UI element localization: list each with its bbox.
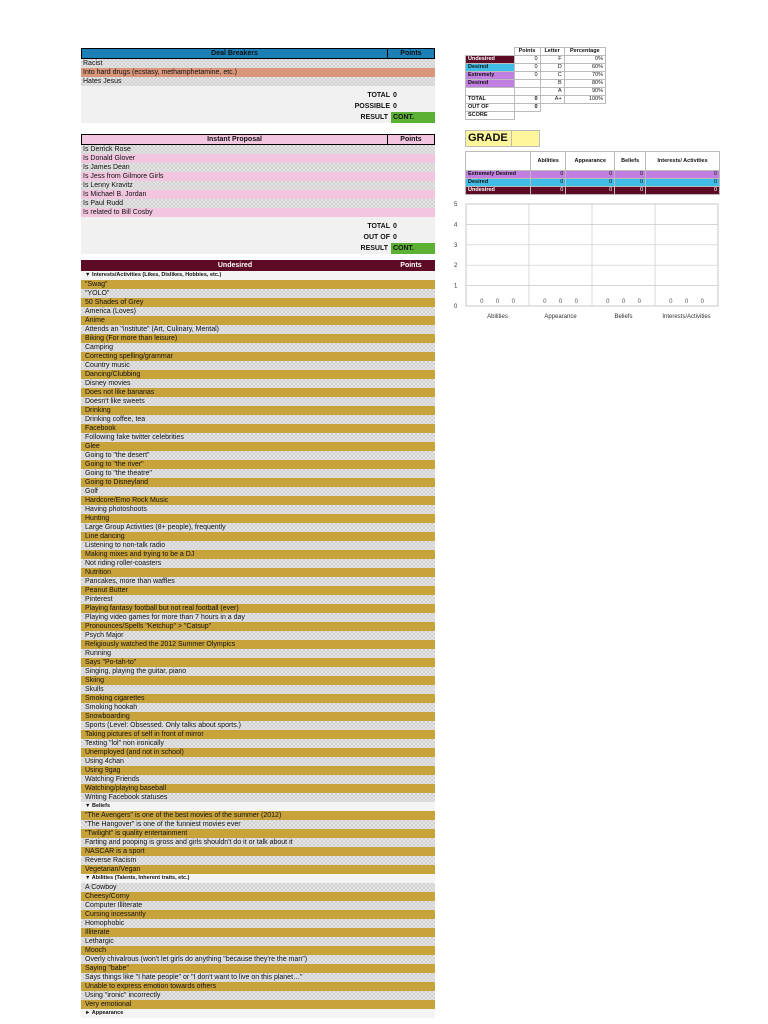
score-row: Desired B 80% — [466, 80, 606, 88]
result-value: CONT. — [391, 243, 435, 254]
total-value: 0 — [393, 223, 397, 230]
undesired-item[interactable]: Singing, playing the guitar, piano — [81, 667, 435, 676]
undesired-item[interactable]: Drinking coffee, tea — [81, 415, 435, 424]
interests-list — [81, 280, 435, 802]
undesired-item[interactable]: Going to "the desert" — [81, 451, 435, 460]
beliefs-section-header[interactable]: ▼ Beliefs — [81, 802, 435, 811]
undesired-item[interactable]: Making mixes and trying to be a DJ — [81, 550, 435, 559]
undesired-item[interactable]: Disney movies — [81, 379, 435, 388]
undesired-item[interactable]: Cursing incessantly — [81, 910, 435, 919]
undesired-item[interactable]: Having photoshoots — [81, 505, 435, 514]
category-bar-chart — [448, 196, 728, 324]
undesired-item[interactable]: "YOLO" — [81, 289, 435, 298]
result-row — [81, 243, 435, 254]
undesired-item[interactable]: Computer Illiterate — [81, 901, 435, 910]
undesired-item[interactable]: Using 9gag — [81, 766, 435, 775]
interests-section-header[interactable]: ▼ Interests/Activities (Likes, Dislikes, Hobbies, etc.) — [81, 271, 435, 280]
undesired-item[interactable]: Listening to non-talk radio — [81, 541, 435, 550]
proposal-item[interactable]: Is Paul Rudd — [81, 199, 435, 208]
x-tick-label: Interests/Activities — [662, 314, 711, 320]
undesired-item[interactable]: Facebook — [81, 424, 435, 433]
undesired-item[interactable]: Reverse Racism — [81, 856, 435, 865]
undesired-item[interactable]: Sports (Level: Obsessed. Only talks about sports.) — [81, 721, 435, 730]
undesired-item[interactable]: "The Hangover" is one of the funniest movies ever — [81, 820, 435, 829]
result-row — [81, 112, 435, 123]
undesired-item[interactable]: Country music — [81, 361, 435, 370]
undesired-item[interactable]: NASCAR is a sport — [81, 847, 435, 856]
proposal-item[interactable]: Is Donald Glover — [81, 154, 435, 163]
undesired-item[interactable]: Hardcore/Emo Rock Music — [81, 496, 435, 505]
undesired-item[interactable]: "The Avengers" is one of the best movies of the summer (2012) — [81, 811, 435, 820]
grade-value-cell — [511, 130, 540, 147]
data-label: 0 — [621, 299, 626, 305]
points-header: Points — [400, 50, 422, 57]
score-row: Extremely 0 C 70% — [466, 72, 606, 80]
undesired-item[interactable]: Smoking cigarettes — [81, 694, 435, 703]
undesired-item[interactable]: Texting "lol" non ironically — [81, 739, 435, 748]
undesired-item[interactable]: Psych Major — [81, 631, 435, 640]
undesired-item[interactable]: Using 4chan — [81, 757, 435, 766]
undesired-item[interactable]: Farting and pooping is gross and girls shouldn't do it or talk about it — [81, 838, 435, 847]
undesired-item[interactable]: Saying "babe" — [81, 964, 435, 973]
undesired-item[interactable]: Unable to express emotion towards others — [81, 982, 435, 991]
undesired-item[interactable]: Illiterate — [81, 928, 435, 937]
abilities-list — [81, 883, 435, 1009]
outof-row — [81, 232, 435, 243]
deal-breaker-item[interactable]: Racist — [81, 59, 435, 68]
undesired-item[interactable]: Pronounces/Spells "Ketchup" > "Catsup" — [81, 622, 435, 631]
instant-proposal-title: Instant Proposal — [82, 135, 388, 144]
undesired-item[interactable]: Biking (For more than leisure) — [81, 334, 435, 343]
undesired-item[interactable]: Attends an "institute" (Art, Culinary, Mental) — [81, 325, 435, 334]
undesired-item[interactable]: "Twilight" is quality entertainment — [81, 829, 435, 838]
undesired-item[interactable]: Says things like "I hate people" or "I don't want to live on this planet…" — [81, 973, 435, 982]
y-tick-label: 3 — [454, 242, 458, 249]
data-label: 0 — [700, 299, 704, 305]
undesired-header — [81, 260, 435, 271]
total-row — [81, 90, 435, 101]
data-label: 0 — [495, 299, 500, 305]
category-row-extremely-desired: Extremely Desired 0 0 0 0 — [466, 171, 720, 179]
x-tick-label: Beliefs — [614, 314, 633, 320]
undesired-item[interactable]: Camping — [81, 343, 435, 352]
y-tick-label: 0 — [454, 304, 458, 310]
undesired-item[interactable]: Does not like bananas — [81, 388, 435, 397]
undesired-item[interactable]: Taking pictures of self in front of mirror — [81, 730, 435, 739]
undesired-item[interactable]: Overly chivalrous (won't let girls do anything "because they're the man") — [81, 955, 435, 964]
data-label: 0 — [480, 299, 484, 305]
score-table-header: Points Letter Percentage — [466, 48, 606, 56]
outof-value: 0 — [393, 234, 397, 241]
undesired-item[interactable]: Line dancing — [81, 532, 435, 541]
undesired-item[interactable]: Says "Po-tah-to" — [81, 658, 435, 667]
data-label: 0 — [558, 299, 563, 305]
category-table — [465, 151, 720, 195]
deal-breaker-item[interactable]: Hates Jesus — [81, 77, 435, 86]
undesired-item[interactable]: Smoking hookah — [81, 703, 435, 712]
undesired-item[interactable]: Golf — [81, 487, 435, 496]
total-label: TOTAL — [367, 223, 390, 230]
total-value: 0 — [393, 92, 397, 99]
undesired-item[interactable]: Mooch — [81, 946, 435, 955]
y-tick-label: 2 — [454, 263, 458, 270]
undesired-item[interactable]: Large Group Activities (8+ people), frequently — [81, 523, 435, 532]
undesired-item[interactable]: Peanut Butter — [81, 586, 435, 595]
points-header: Points — [400, 136, 422, 143]
total-row — [81, 221, 435, 232]
score-table — [465, 47, 606, 120]
undesired-table — [81, 260, 435, 1018]
result-label: RESULT — [360, 245, 388, 252]
data-label: 0 — [669, 299, 673, 305]
possible-label: POSSIBLE — [354, 103, 390, 110]
undesired-title: Undesired — [217, 262, 253, 269]
undesired-item[interactable]: A Cowboy — [81, 883, 435, 892]
undesired-item[interactable]: Pinterest — [81, 595, 435, 604]
undesired-item[interactable]: Pancakes, more than waffles — [81, 577, 435, 586]
deal-breakers-title: Deal Breakers — [82, 49, 388, 58]
undesired-item[interactable]: Watching Friends — [81, 775, 435, 784]
possible-value: 0 — [393, 103, 397, 110]
data-label: 0 — [637, 299, 641, 305]
deal-breakers-header — [81, 48, 435, 59]
possible-row — [81, 101, 435, 112]
undesired-item[interactable]: Using "ironic" incorrectly — [81, 991, 435, 1000]
score-row: A 90% — [466, 88, 606, 96]
undesired-item[interactable]: Religiously watched the 2012 Summer Olympics — [81, 640, 435, 649]
undesired-item[interactable]: "Swag" — [81, 280, 435, 289]
undesired-item[interactable]: Going to Disneyland — [81, 478, 435, 487]
undesired-item[interactable]: Nutrition — [81, 568, 435, 577]
undesired-item[interactable]: Lethargic — [81, 937, 435, 946]
score-row: Desired 0 D 60% — [466, 64, 606, 72]
undesired-item[interactable]: Playing fantasy football but not real football (ever) — [81, 604, 435, 613]
category-table-header: Abilities Appearance Beliefs Interests/ Activities — [466, 152, 720, 171]
undesired-item[interactable]: Homophobic — [81, 919, 435, 928]
y-tick-label: 1 — [454, 283, 458, 290]
undesired-item[interactable]: Skulls — [81, 685, 435, 694]
proposal-item[interactable]: Is Derrick Rose — [81, 145, 435, 154]
undesired-item[interactable]: Going to "the theatre" — [81, 469, 435, 478]
instant-proposal-header — [81, 134, 435, 145]
x-tick-label: Appearance — [544, 314, 577, 320]
appearance-section-header[interactable]: ► Appearance — [81, 1009, 435, 1018]
data-label: 0 — [606, 299, 610, 305]
category-row-undesired: Undesired 0 0 0 0 — [466, 187, 720, 195]
beliefs-list — [81, 811, 435, 874]
undesired-item[interactable]: 50 Shades of Grey — [81, 298, 435, 307]
y-tick-label: 4 — [454, 222, 458, 229]
deal-breaker-item[interactable]: Into hard drugs (ecstasy, methamphetamine, etc.) — [81, 68, 435, 77]
undesired-item[interactable]: Going to "the river" — [81, 460, 435, 469]
result-value: CONT. — [391, 112, 435, 123]
undesired-item[interactable]: Skiing — [81, 676, 435, 685]
undesired-item[interactable]: Vegetarian/Vegan — [81, 865, 435, 874]
proposal-item[interactable]: Is Jess from Gilmore Girls — [81, 172, 435, 181]
undesired-item[interactable]: Watching/playing baseball — [81, 784, 435, 793]
score-row: TOTAL 0 A+ 100% — [466, 96, 606, 104]
undesired-item[interactable]: Writing Facebook statuses — [81, 793, 435, 802]
points-header: Points — [400, 262, 422, 269]
undesired-item[interactable]: Doesn't like sweets — [81, 397, 435, 406]
undesired-item[interactable]: Unemployed (and not in school) — [81, 748, 435, 757]
proposal-item[interactable]: Is Michael B. Jordan — [81, 190, 435, 199]
abilities-section-header[interactable]: ▼ Abilities (Talents, Inherent traits, etc.) — [81, 874, 435, 883]
outof-label: OUT OF — [363, 234, 390, 241]
undesired-item[interactable]: Running — [81, 649, 435, 658]
score-row: OUT OF 0 — [466, 104, 606, 112]
undesired-item[interactable]: Following fake twitter celebrities — [81, 433, 435, 442]
x-tick-label: Abilities — [487, 314, 508, 320]
y-tick-label: 5 — [454, 202, 458, 208]
data-label: 0 — [543, 299, 547, 305]
undesired-item[interactable]: Drinking — [81, 406, 435, 415]
category-row-desired: Desired 0 0 0 0 — [466, 179, 720, 187]
proposal-item[interactable]: Is James Dean — [81, 163, 435, 172]
proposal-item[interactable]: Is related to Bill Cosby — [81, 208, 435, 217]
undesired-item[interactable]: Hunting — [81, 514, 435, 523]
data-label: 0 — [511, 299, 515, 305]
data-label: 0 — [574, 299, 578, 305]
undesired-item[interactable]: Correcting spelling/grammar — [81, 352, 435, 361]
undesired-item[interactable]: Cheesy/Corny — [81, 892, 435, 901]
proposal-item[interactable]: Is Lenny Kravitz — [81, 181, 435, 190]
undesired-item[interactable]: Anime — [81, 316, 435, 325]
undesired-item[interactable]: Glee — [81, 442, 435, 451]
undesired-item[interactable]: America (Loves) — [81, 307, 435, 316]
undesired-item[interactable]: Playing video games for more than 7 hours in a day — [81, 613, 435, 622]
data-label: 0 — [684, 299, 689, 305]
undesired-item[interactable]: Dancing/Clubbing — [81, 370, 435, 379]
undesired-item[interactable]: Very emotional — [81, 1000, 435, 1009]
undesired-item[interactable]: Not riding roller-coasters — [81, 559, 435, 568]
total-label: TOTAL — [367, 92, 390, 99]
score-row: Undesired 0 F 0% — [466, 56, 606, 64]
deal-breakers-table — [81, 48, 435, 123]
result-label: RESULT — [360, 114, 388, 121]
instant-proposal-table — [81, 134, 435, 254]
grade-label: GRADE — [465, 130, 513, 147]
score-row: SCORE — [466, 112, 606, 120]
undesired-item[interactable]: Snowboarding — [81, 712, 435, 721]
